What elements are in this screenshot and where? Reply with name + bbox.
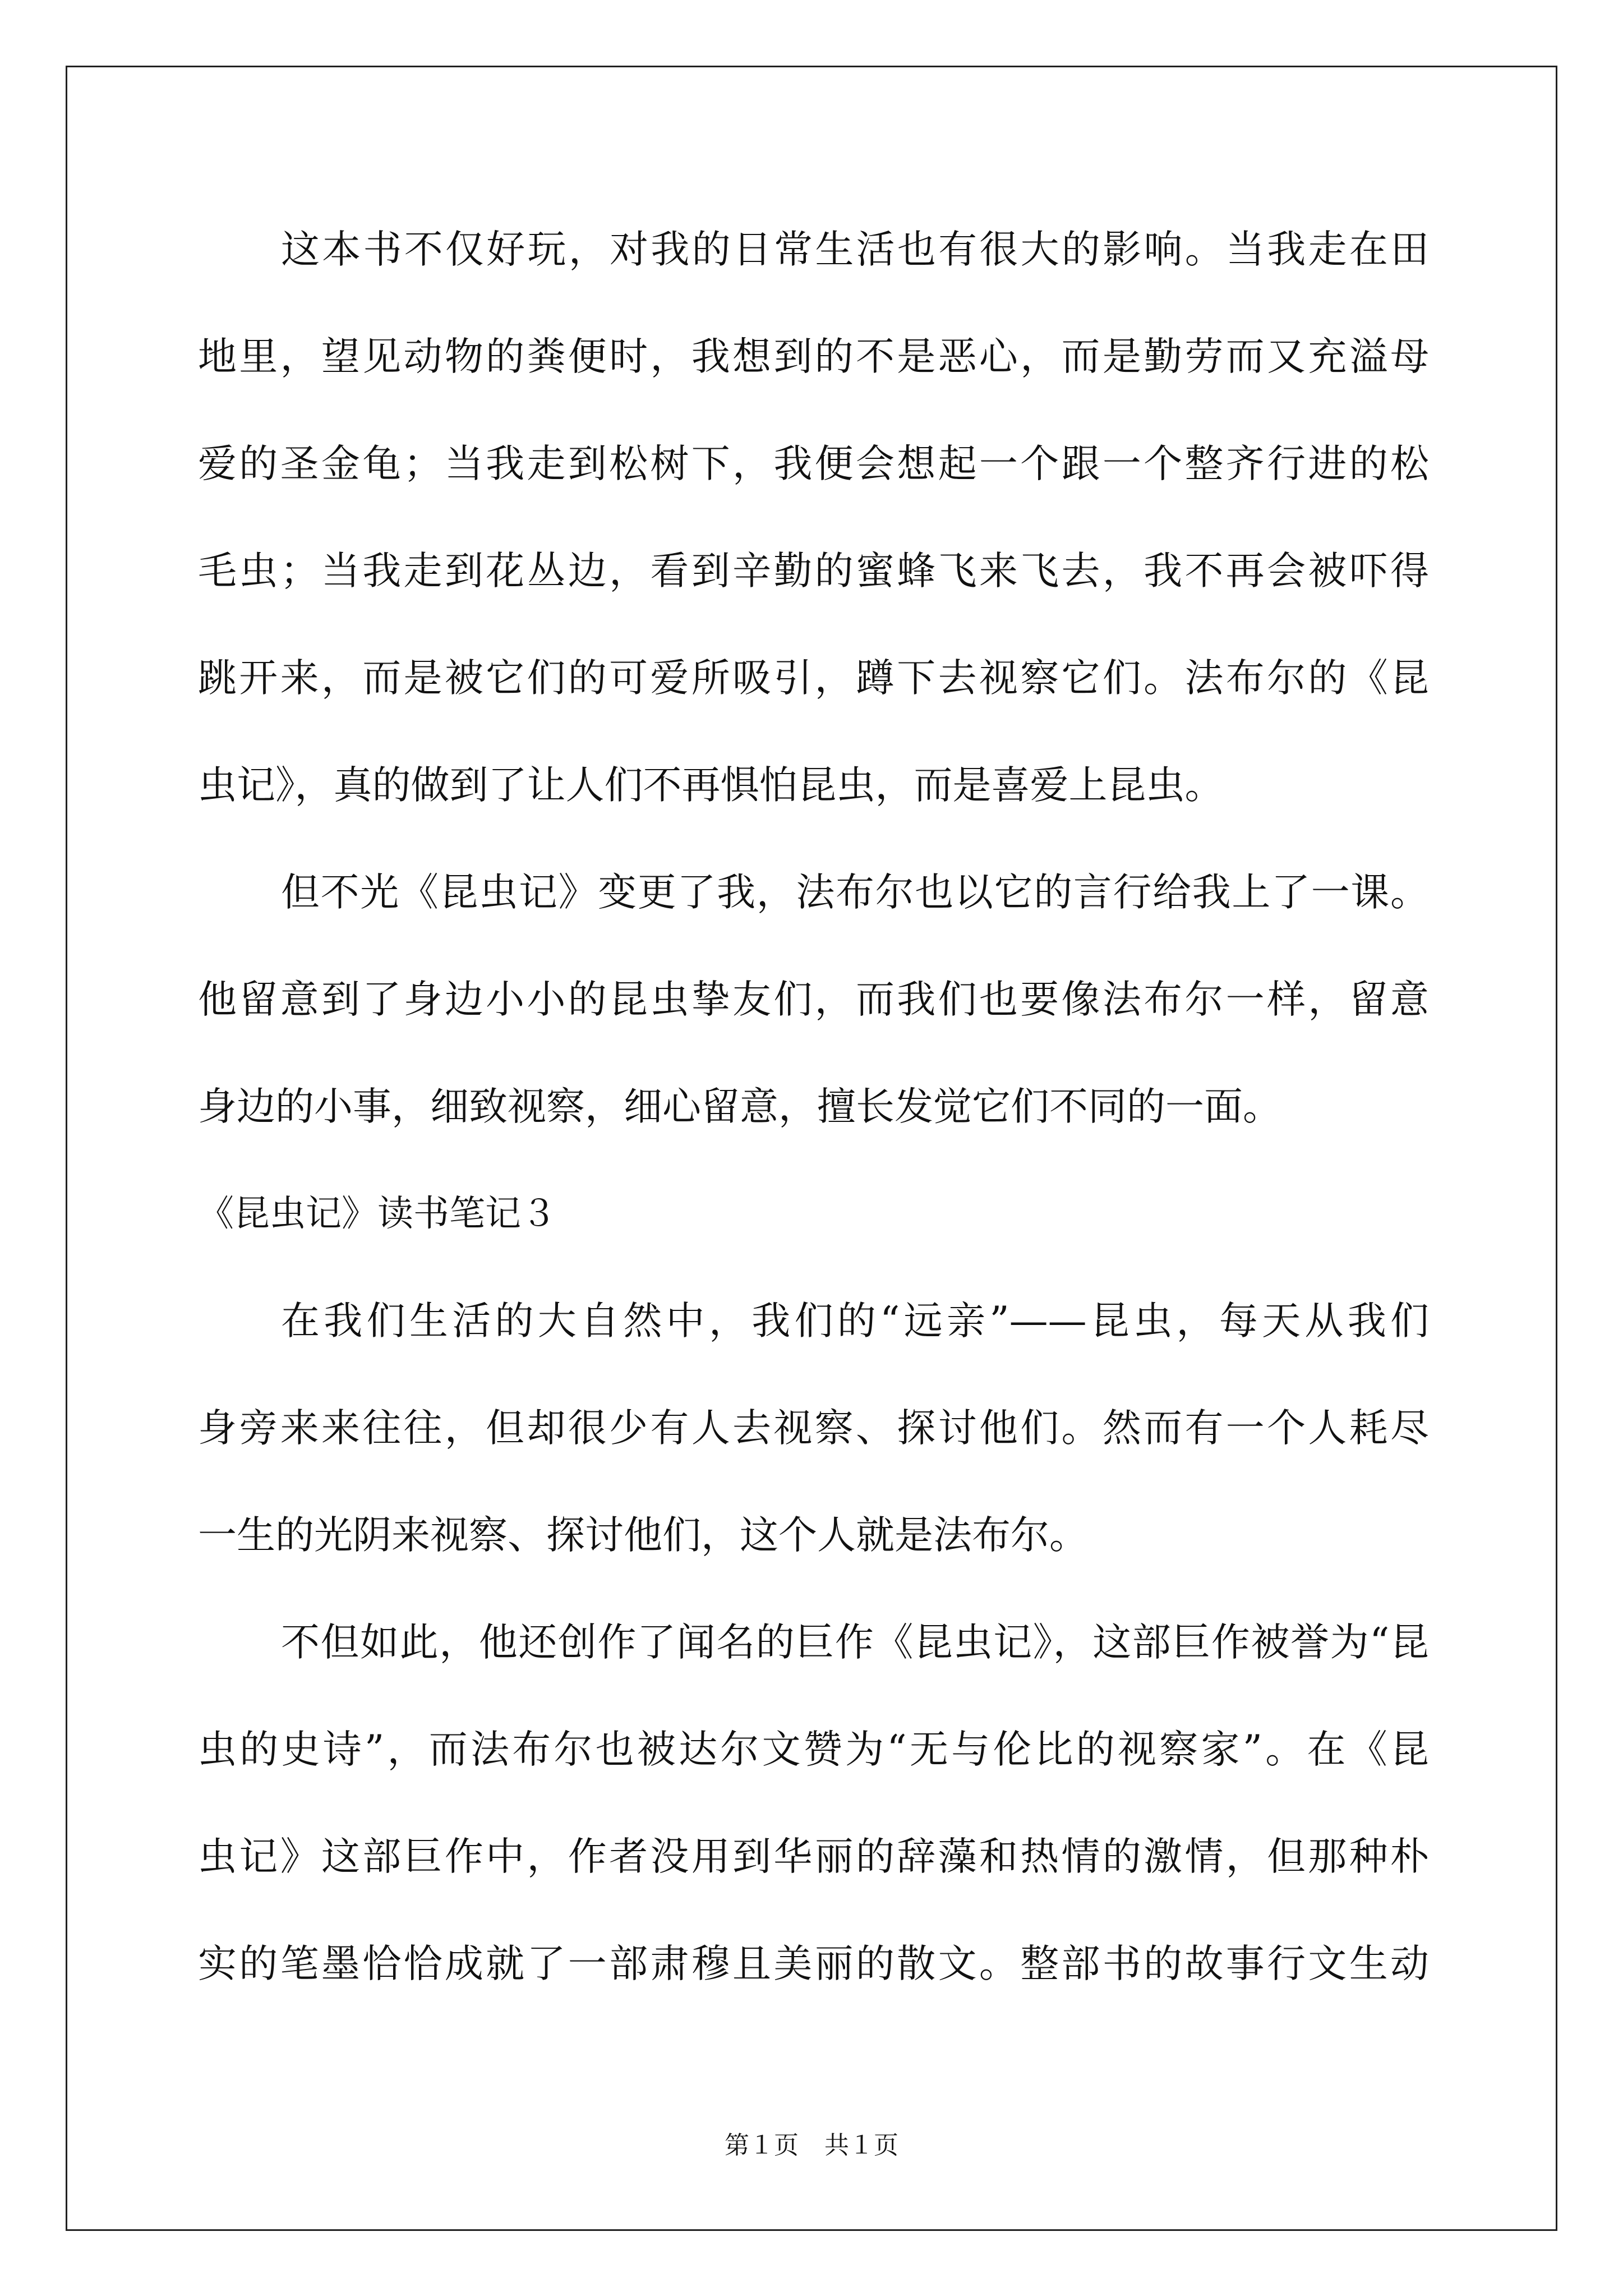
paragraph-line: 身边的小事，细致视察，细心留意，擅长发觉它们不同的一面。 (198, 1084, 1281, 1129)
page-number: 第１页 (725, 2131, 799, 2160)
paragraph-line: 但不光《昆虫记》变更了我，法布尔也以它的言行给我上了一课。 (281, 870, 1429, 915)
paragraph-line: 虫记》，真的做到了让人们不再惧怕昆虫，而是喜爱上昆虫。 (198, 763, 1224, 808)
paragraph-line: 爱的圣金龟；当我走到松树下，我便会想起一个跟一个整齐行进的松 (198, 441, 1429, 486)
paragraph-line: 身旁来来往往，但却很少有人去视察、探讨他们。然而有一个人耗尽 (198, 1406, 1429, 1451)
page-footer (0, 2132, 1623, 2160)
paragraph-line: 实的笔墨恰恰成就了一部肃穆且美丽的散文。整部书的故事行文生动 (198, 1941, 1429, 1986)
page-total: 共１页 (824, 2131, 898, 2160)
paragraph-line: 虫记》这部巨作中，作者没用到华丽的辞藻和热情的激情，但那种朴 (198, 1834, 1429, 1879)
paragraph-line: 虫的史诗”，而法布尔也被达尔文赞为“无与伦比的视察家”。在《昆 (198, 1727, 1429, 1772)
paragraph-line: 一生的光阴来视察、探讨他们，这个人就是法布尔。 (198, 1513, 1088, 1558)
paragraph-line: 他留意到了身边小小的昆虫挚友们，而我们也要像法布尔一样，留意 (198, 977, 1429, 1022)
paragraph-line: 跳开来，而是被它们的可爱所吸引，蹲下去视察它们。法布尔的《昆 (198, 656, 1429, 701)
section-heading: 《昆虫记》读书笔记３ (198, 1193, 557, 1235)
paragraph-line: 不但如此，他还创作了闻名的巨作《昆虫记》，这部巨作被誉为“昆 (281, 1620, 1429, 1665)
paragraph-line: 在我们生活的大自然中，我们的“远亲”——昆虫，每天从我们 (281, 1299, 1429, 1343)
paragraph-line: 这本书不仅好玩，对我的日常生活也有很大的影响。当我走在田 (281, 227, 1429, 272)
paragraph-line: 地里，望见动物的粪便时，我想到的不是恶心，而是勤劳而又充溢母 (198, 334, 1429, 379)
paragraph-line: 毛虫；当我走到花丛边，看到辛勤的蜜蜂飞来飞去，我不再会被吓得 (198, 549, 1429, 593)
page-border (66, 66, 1557, 2231)
